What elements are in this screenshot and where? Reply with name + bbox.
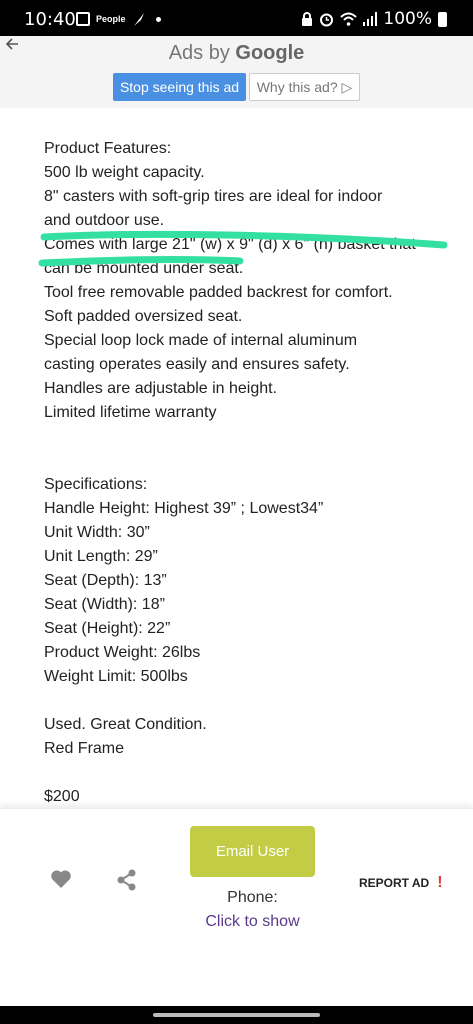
why-this-ad-button[interactable]: Why this ad? ▷ — [249, 73, 360, 101]
description-line: Seat (Width): 18” — [44, 596, 165, 613]
description-line: Product Weight: 26lbs — [44, 644, 201, 661]
notification-dot-icon — [156, 17, 161, 22]
description-line: 8" casters with soft-grip tires are ideal for indoor — [44, 188, 383, 205]
description-line: Specifications: — [44, 476, 148, 493]
blank-line — [44, 689, 454, 713]
lock-icon — [301, 12, 313, 27]
description-line: Tool free removable padded backrest for comfort. — [44, 284, 393, 301]
description-line: Seat (Height): 22” — [44, 620, 171, 637]
description-line: Special loop lock made of internal aluminum — [44, 332, 358, 349]
description-line: Handles are adjustable in height. — [44, 380, 278, 397]
ads-by-prefix: Ads by — [168, 42, 230, 64]
description-line: Used. Great Condition. — [44, 716, 207, 733]
description-line: Unit Width: 30” — [44, 524, 150, 541]
report-ad-button[interactable] — [359, 874, 443, 892]
description-line: can be mounted under seat. — [44, 260, 244, 277]
description-line: Red Frame — [44, 740, 125, 757]
report-ad-label: REPORT AD — [359, 876, 430, 890]
description-line: and outdoor use. — [44, 212, 165, 229]
navigation-bar — [0, 1006, 473, 1024]
status-bar — [0, 0, 473, 36]
description-line: Limited lifetime warranty — [44, 404, 217, 421]
gesture-handle[interactable] — [153, 1013, 320, 1017]
notification-icons — [76, 11, 161, 27]
status-right — [301, 9, 447, 29]
blank-line — [44, 449, 454, 473]
battery-icon — [438, 12, 447, 27]
description-line: Unit Length: 29” — [44, 548, 158, 565]
description-line: Seat (Depth): 13” — [44, 572, 167, 589]
people-app-icon: People — [96, 14, 126, 24]
description-line: 500 lb weight capacity. — [44, 164, 205, 181]
battery-percent: 100% — [383, 9, 432, 29]
gallery-icon — [76, 12, 90, 26]
wifi-icon — [340, 12, 357, 26]
click-to-show-phone-link[interactable]: Click to show — [205, 913, 300, 930]
heart-icon[interactable] — [50, 869, 72, 889]
status-time: 10:40 — [24, 9, 76, 30]
listing-description — [44, 137, 454, 809]
stop-seeing-ad-button[interactable]: Stop seeing this ad — [113, 73, 246, 101]
feather-icon — [132, 11, 146, 27]
alarm-icon — [319, 12, 334, 27]
blank-line — [44, 761, 454, 785]
description-line: Product Features: — [44, 140, 172, 157]
ad-banner — [0, 36, 473, 108]
description-line: Soft padded oversized seat. — [44, 308, 243, 325]
action-panel — [0, 808, 473, 1006]
phone-label: Phone: — [227, 889, 278, 906]
description-line: casting operates easily and ensures safety. — [44, 356, 350, 373]
exclamation-icon: ! — [437, 874, 443, 891]
blank-line — [44, 425, 454, 449]
description-line: Weight Limit: 500lbs — [44, 668, 188, 685]
ads-by-google — [0, 42, 473, 65]
share-icon[interactable] — [117, 869, 137, 891]
description-line: Handle Height: Highest 39” ; Lowest34” — [44, 500, 324, 517]
email-user-button[interactable]: Email User — [190, 826, 315, 877]
signal-icon — [363, 12, 377, 26]
ads-by-brand: Google — [235, 42, 305, 64]
description-line: $200 — [44, 788, 80, 805]
description-line: Comes with large 21" (w) x 9" (d) x 6" (h) basket that — [44, 236, 416, 253]
